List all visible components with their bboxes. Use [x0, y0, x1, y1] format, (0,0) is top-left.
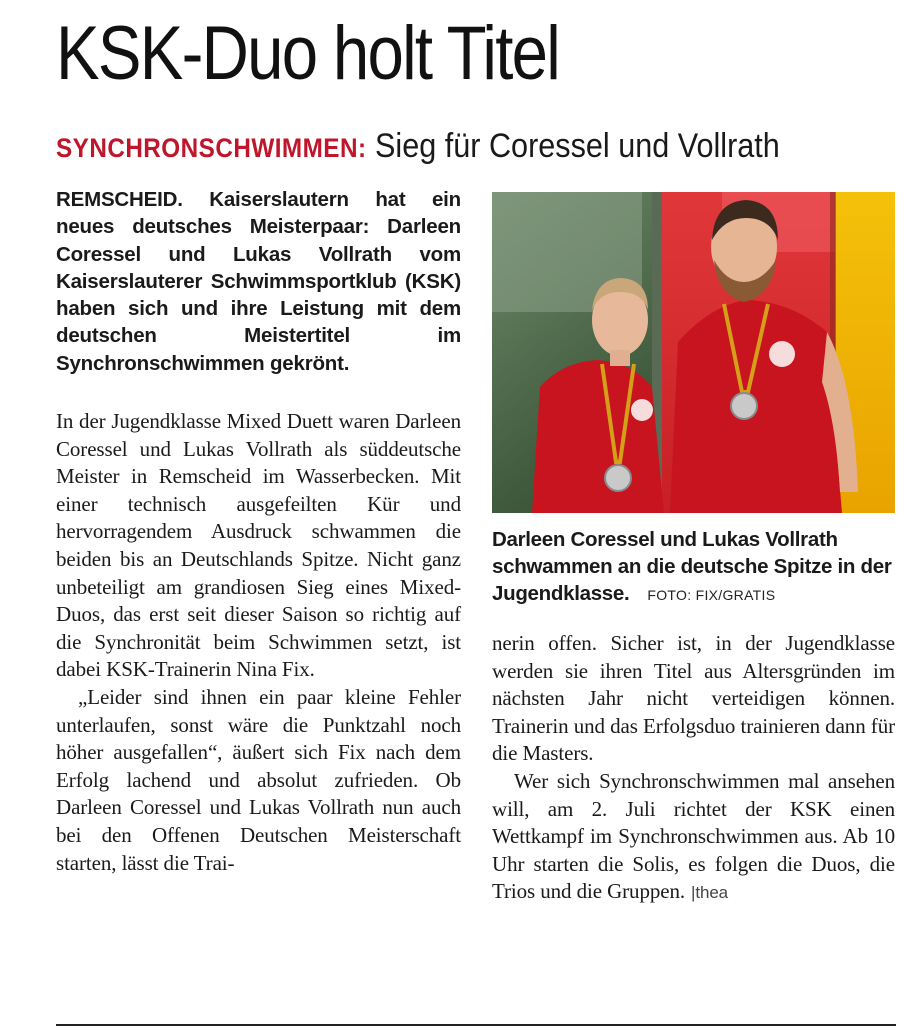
kicker: SYNCHRONSCHWIMMEN:: [56, 133, 367, 163]
caption-text: Darleen Coressel und Lukas Vollrath schwammen an die deutsche Spitze in der Jugendklasse.: [492, 528, 892, 605]
body-column-left: [56, 408, 461, 877]
headline: KSK-Duo holt Titel: [56, 11, 560, 96]
subheadline: [56, 124, 803, 170]
body-paragraph-last: [492, 768, 895, 907]
body-text: Wer sich Synchronschwimmen mal ansehen will, am 2. Juli richtet der KSK einen Wettkampf im Synchronschwimmen aus. Ab 10 Uhr starten die Solis, es folgen die Duos, die Trios und die Gruppen.: [492, 768, 895, 904]
lead-paragraph: [56, 186, 461, 377]
lead-text: Kaiserslautern hat ein neues deutsches Meisterpaar: Darleen Coressel und Lukas Vollrath vom Kaiserslauterer Schwimmsportklub (KSK) haben sich und ihre Leistung mit dem deutschen Meistertitel im Synchronschwimmen gekrönt.: [56, 188, 461, 375]
body-paragraph: In der Jugendklasse Mixed Duett waren Darleen Coressel und Lukas Vollrath als süddeutsche Meister in Remscheid im Wasserbecken. Mit einer technisch ausgefeilten Kür und hervorragendem Ausdruck schwammen die beiden bis an Deutschlands Spitze. Nicht ganz unbeteiligt am grandiosen Sieg eines Mixed-Duos, das erst seit dieser Saison so richtig auf die Synchronität beim Schwimmen setzt, ist dabei KSK-Trainerin Nina Fix.: [56, 409, 461, 682]
photo-caption: [492, 526, 902, 609]
photo-credit: FOTO: FIX/GRATIS: [647, 587, 776, 603]
subtitle: Sieg für Coressel und Vollrath: [374, 127, 780, 165]
body-paragraph: „Leider sind ihnen ein paar kleine Fehler unterlaufen, sonst wäre die Punktzahl noch höher ausgefallen“, äußert sich Fix nach dem Erfolg lachend und absolut zufrieden. Ob Darleen Coressel und Lukas Vollrath nun auch bei den Offenen Deutschen Meisterschaft starten, lässt die Trai-: [56, 684, 461, 875]
body-paragraph: nerin offen. Sicher ist, in der Jugendklasse werden sie ihren Titel aus Altersgründen im nächsten Jahr nicht verteidigen können. Trainerin und das Erfolgsduo trainieren dann für die Masters.: [492, 631, 895, 766]
article-photo: [492, 192, 895, 513]
photo-illustration: [492, 192, 895, 513]
body-column-right: [492, 630, 895, 907]
dateline: REMSCHEID.: [56, 188, 183, 211]
author-tag: |thea: [691, 883, 729, 903]
bottom-rule: [56, 1024, 896, 1026]
